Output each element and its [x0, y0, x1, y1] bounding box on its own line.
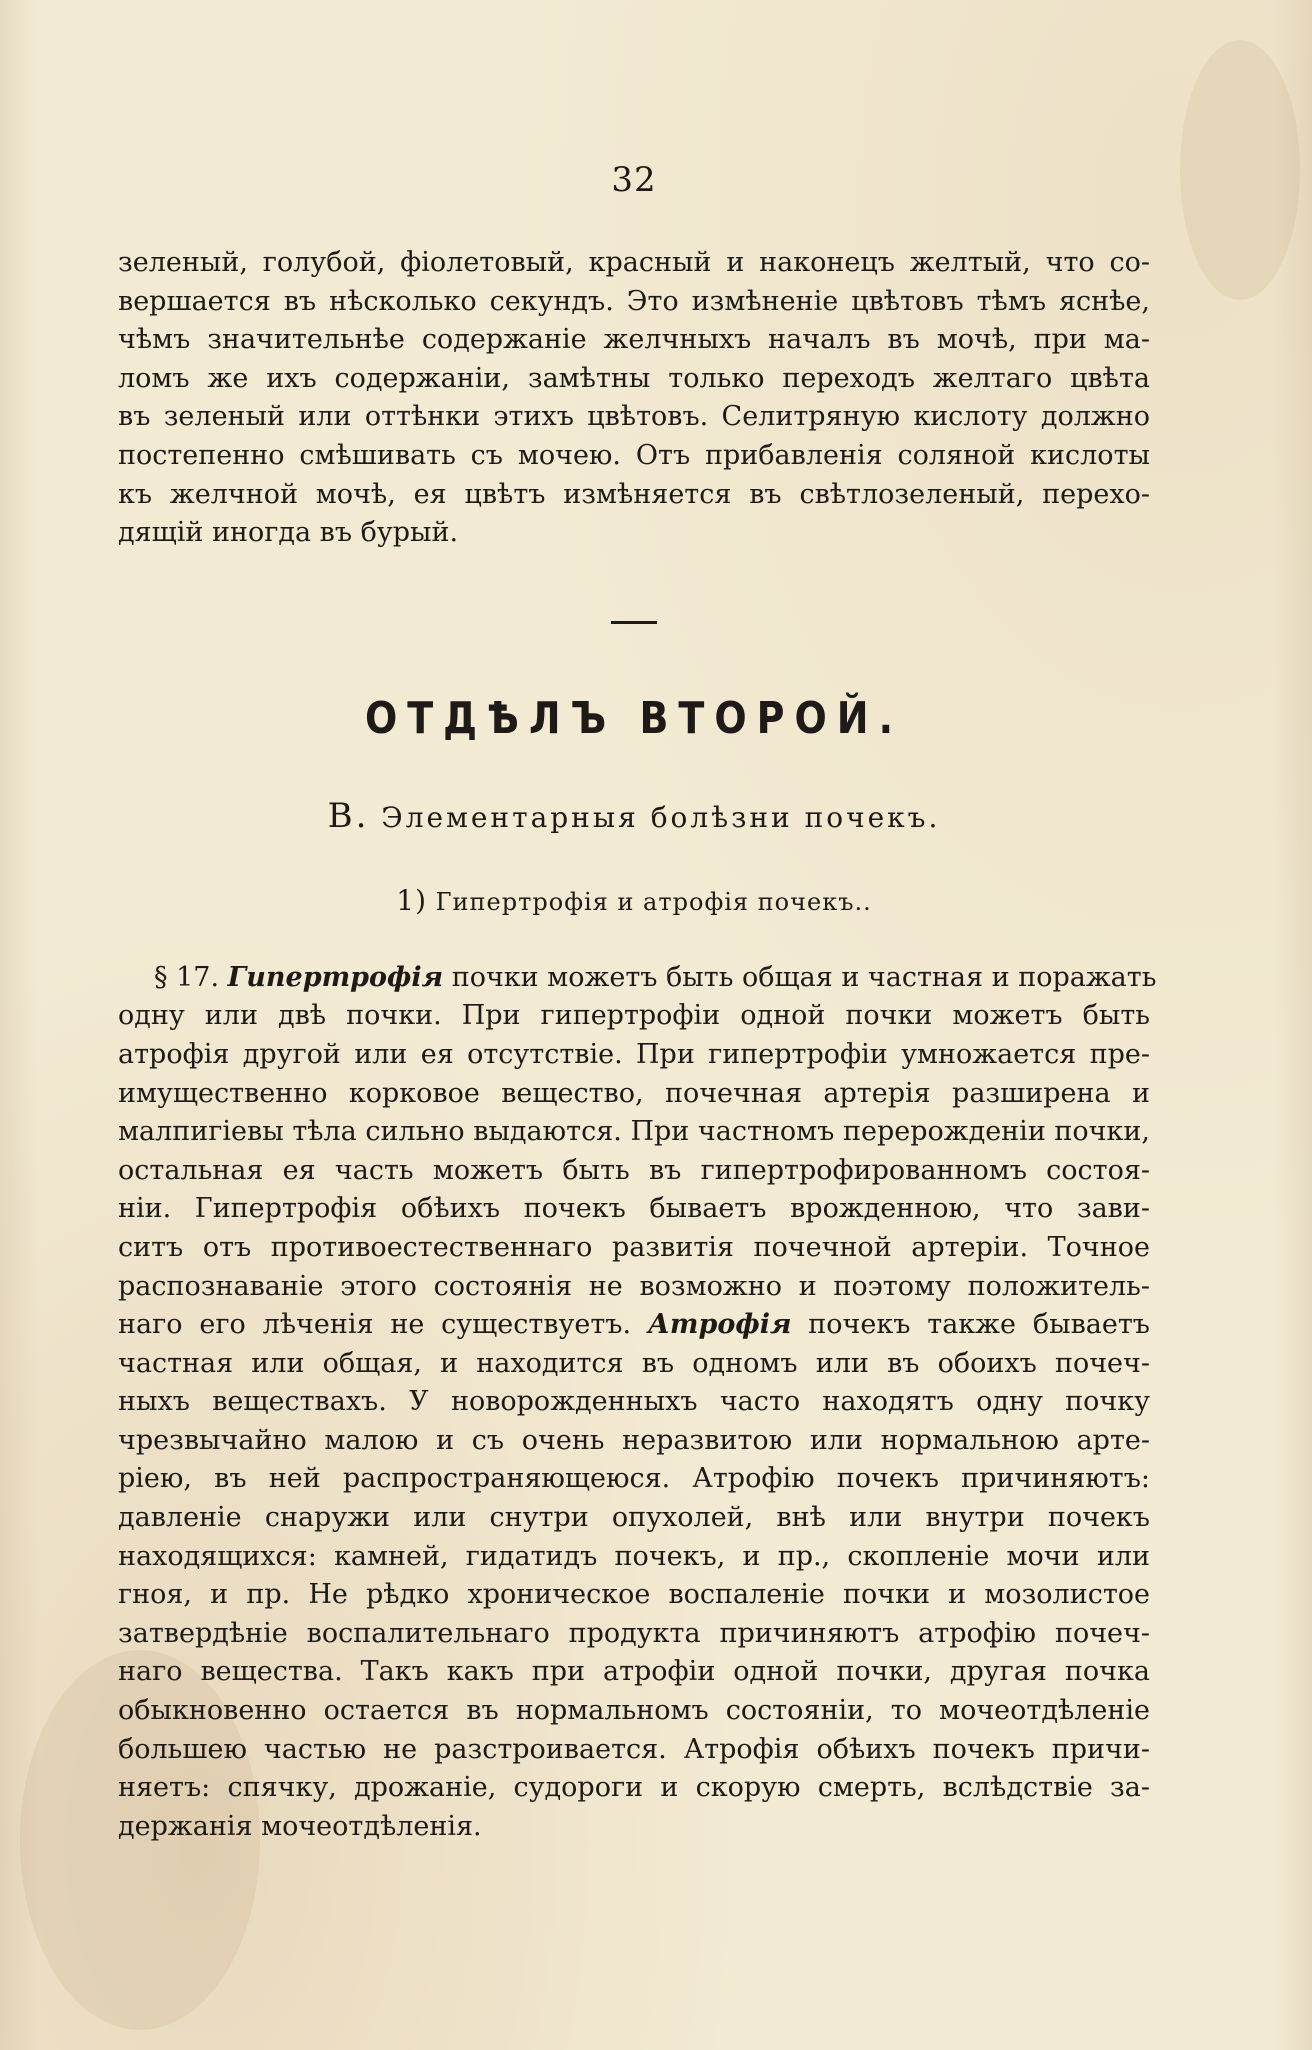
- text-line: [118, 1538, 1150, 1577]
- text-line: чѣмъ значительнѣе содержаніе желчныхъ началъ въ мочѣ, при ма-: [118, 324, 1150, 356]
- text-run: частная или общая, и находится въ одномъ или въ обоихъ почеч-: [118, 1347, 1150, 1379]
- text-line: [118, 1268, 1150, 1307]
- text-run: наго вещества. Такъ какъ при атрофіи одной почки, другая почка: [118, 1656, 1150, 1688]
- text-line: [118, 1460, 1150, 1499]
- text-line: [118, 1808, 1150, 1847]
- text-line: [118, 1383, 1150, 1422]
- text-run: ситъ отъ противоестественнаго развитія почечной артеріи. Точное: [118, 1231, 1150, 1263]
- text-run: большею частью не разстроивается. Атрофія обѣихъ почекъ причи-: [118, 1733, 1150, 1765]
- intro-paragraph: [118, 244, 1150, 553]
- text-run: няетъ: спячку, дрожаніе, судороги и скорую смерть, вслѣдствіе за-: [118, 1772, 1150, 1804]
- text-run: давленіе снаружи или снутри опухолей, внѣ или внутри почекъ: [118, 1502, 1150, 1534]
- text-run: держанія мочеотдѣленія.: [118, 1810, 482, 1842]
- text-run: ріею, въ ней распространяющеюся. Атрофію почекъ причиняютъ:: [118, 1463, 1150, 1495]
- text-line: [118, 1692, 1150, 1731]
- text-run: остальная ея часть можетъ быть въ гипертрофированномъ состоя-: [118, 1154, 1150, 1186]
- text-line: [118, 1499, 1150, 1538]
- chapter-title: Элементарныя болѣзни почекъ.: [381, 800, 941, 834]
- text-line: дящій иногда въ бурый.: [118, 517, 459, 549]
- text-run: наго его лѣченія не существуетъ.: [118, 1309, 648, 1341]
- text-run: § 17.: [154, 961, 228, 993]
- emphasized-term: Атрофія: [647, 1309, 792, 1341]
- paper-stain: [1180, 40, 1300, 300]
- text-line: постепенно смѣшивать съ мочею. Отъ прибавленія соляной кислоты: [118, 439, 1150, 471]
- text-run: имущественно корковое вещество, почечная артерія разширена и: [118, 1077, 1150, 1109]
- subsection-title: Гипертрофія и атрофія почекъ..: [435, 887, 872, 916]
- text-run: чрезвычайно малою и съ очень неразвитою или нормальною арте-: [118, 1424, 1150, 1456]
- text-line: [118, 1731, 1150, 1770]
- text-run: затвердѣніе воспалительнаго продукта причиняютъ атрофію почеч-: [118, 1617, 1150, 1649]
- text-line: [118, 1036, 1150, 1075]
- subsection-number: 1): [396, 883, 428, 917]
- text-line: [118, 1152, 1150, 1191]
- chapter-prefix: В.: [327, 795, 370, 836]
- chapter-heading: [118, 796, 1150, 836]
- text-line: [118, 1113, 1150, 1152]
- section-heading: ОТДѢЛЪ ВТОРОЙ.: [364, 692, 904, 744]
- text-line: [118, 1769, 1150, 1808]
- text-run: атрофія другой или ея отсутствіе. При гипертрофіи умножается пре-: [118, 1038, 1150, 1070]
- text-line: вершается въ нѣсколько секундъ. Это измѣненіе цвѣтовъ тѣмъ яснѣе,: [118, 285, 1150, 317]
- text-run: одну или двѣ почки. При гипертрофіи одной почки можетъ быть: [118, 1000, 1150, 1032]
- section-17-paragraph: [118, 959, 1157, 1847]
- text-line: [118, 1345, 1150, 1384]
- text-run: ныхъ веществахъ. У новорожденныхъ часто находятъ одну почку: [118, 1386, 1150, 1418]
- text-line: [118, 1075, 1150, 1114]
- text-line: [118, 1422, 1150, 1461]
- emphasized-term: Гипертрофія: [227, 961, 444, 993]
- page-number: 32: [611, 160, 657, 200]
- text-line: [118, 1615, 1150, 1654]
- text-run: находящихся: камней, гидатидъ почекъ, и пр., скопленіе мочи или: [118, 1540, 1150, 1572]
- text-run: распознаваніе этого состоянія не возможно и поэтому положитель-: [118, 1270, 1150, 1302]
- section-separator-rule: [611, 621, 657, 624]
- text-line: [118, 1190, 1150, 1229]
- text-run: почекъ также бываетъ: [791, 1309, 1150, 1341]
- text-line: [118, 997, 1150, 1036]
- text-run: гноя, и пр. Не рѣдко хроническое воспаленіе почки и мозолистое: [118, 1579, 1150, 1611]
- book-page: [118, 150, 1157, 1846]
- text-line: ломъ же ихъ содержаніи, замѣтны только переходъ желтаго цвѣта: [118, 362, 1150, 394]
- text-line: [118, 1229, 1150, 1268]
- text-line: къ желчной мочѣ, ея цвѣтъ измѣняется въ свѣтлозеленый, перехо-: [118, 478, 1150, 510]
- text-line: [118, 959, 1157, 998]
- text-line: [118, 1306, 1150, 1345]
- text-run: ніи. Гипертрофія обѣихъ почекъ бываетъ врожденною, что зави-: [118, 1193, 1150, 1225]
- text-run: обыкновенно остается въ нормальномъ состояніи, то мочеотдѣленіе: [118, 1695, 1150, 1727]
- subsection-heading: [118, 884, 1150, 917]
- text-line: [118, 1653, 1150, 1692]
- text-line: въ зеленый или оттѣнки этихъ цвѣтовъ. Селитряную кислоту должно: [118, 401, 1150, 433]
- text-line: [118, 1576, 1150, 1615]
- text-line: зеленый, голубой, фіолетовый, красный и наконецъ желтый, что со-: [118, 247, 1150, 278]
- text-run: почки можетъ быть общая и частная и поражать: [443, 961, 1157, 993]
- text-run: малпигіевы тѣла сильно выдаются. При частномъ перерожденіи почки,: [118, 1116, 1150, 1148]
